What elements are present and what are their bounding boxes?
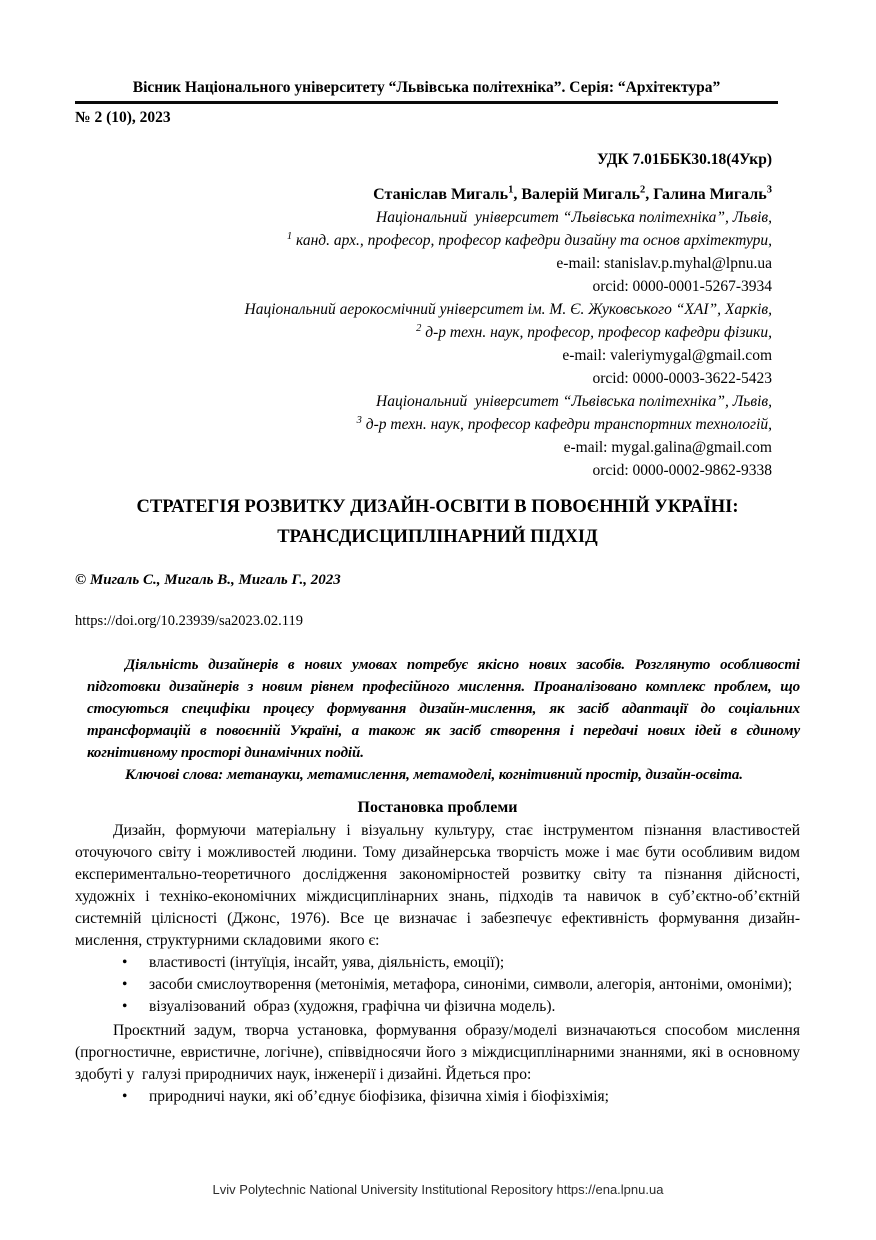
bullet-icon: • [122, 954, 128, 971]
affil-text: orcid: 0000-0002-9862-9338 [592, 462, 772, 479]
affil-text: Національний університет “Львівська політехніка”, Львів, [376, 393, 772, 410]
affil-sup: 1 [286, 230, 293, 242]
bullet-text: властивості (інтуїція, інсайт, уява, діяльність, емоції); [149, 954, 505, 971]
affil-text: orcid: 0000-0001-5267-3934 [592, 278, 772, 295]
author-3-sup: 3 [766, 184, 772, 196]
affiliation-line [75, 298, 772, 321]
body-paragraph-1: Дизайн, формуючи матеріальну і візуальну культуру, стає інструментом пізнання властивостей оточуючого світу і можливостей людини. Тому дизайнерська творчість може і має бути особливим видом експериментально-теоретичного дослідження закономірностей розвитку світу та пізнання дійсності, художніх і техніко-економічних міждисциплінарних знань, підходів та навичок в суб’єктно-об’єктній системній цілісності (Джонс, 1976). Все це визначає і забезпечує ефективність формування дизайн-мислення, структурними складовими якого є: [75, 822, 800, 949]
author-2-sep: , [645, 186, 654, 203]
affil-text: Національний аерокосмічний університет ім. М. Є. Жуковського “ХАІ”, Харків, [244, 301, 772, 318]
affil-sup: 2 [416, 322, 422, 334]
bullet-item [75, 996, 800, 1018]
author-name-3: Галина Мигаль [653, 186, 767, 203]
paper-title [75, 492, 800, 552]
author-2-sup: 2 [640, 184, 646, 196]
author-1-sep: , [513, 186, 522, 203]
paper-title-line-1: СТРАТЕГІЯ РОЗВИТКУ ДИЗАЙН-ОСВІТИ В ПОВОЄННІЙ УКРАЇНІ: [136, 497, 739, 517]
affil-text: orcid: 0000-0003-3622-5423 [592, 370, 772, 387]
abstract-text: Діяльність дизайнерів в нових умовах потребує якісно нових засобів. Розглянуто особливості підготовки дизайнерів з новим рівнем професійного мислення. Проаналізовано комплекс проблем, що стосуються специфіки процесу формування дизайн-мислення, як засіб адаптації до соціальних трансформацій в повоєнній Україні, а також як засіб створення і передачі нових ідей в єдиному когнітивному просторі динамічних подій. [87, 657, 800, 761]
bullet-item [75, 1086, 800, 1108]
affil-text: д-р техн. наук, професор кафедри транспортних технологій, [361, 416, 772, 433]
abstract-block [75, 654, 800, 786]
author-names-line [75, 183, 772, 206]
author-email [75, 252, 772, 275]
affiliation-line [75, 229, 772, 252]
author-email [75, 344, 772, 367]
keywords-label: Ключові слова: [125, 767, 224, 783]
author-orcid [75, 367, 772, 390]
body-paragraph-2: Проєктний задум, творча установка, формування образу/моделі визначаються способом мислення (прогностичне, евристичне, логічне), співвідносячи його з міждисциплінарними знаннями, які в основному здобуті у галузі природничих наук, інженерії і дизайні. Йдеться про: [75, 1022, 800, 1083]
affil-text: канд. арх., професор, професор кафедри дизайну та основ архітектури, [292, 232, 772, 249]
affil-text: e-mail: mygal.galina@gmail.com [563, 439, 772, 456]
repository-footer: Lviv Polytechnic National University Institutional Repository https://ena.lpnu.ua [212, 1182, 664, 1197]
author-1-sup: 1 [508, 184, 514, 196]
affil-sup: 3 [356, 414, 362, 426]
author-name-2: Валерій Мигаль [521, 186, 640, 203]
author-orcid [75, 275, 772, 298]
bullet-icon: • [122, 976, 128, 993]
issue-number: № 2 (10), 2023 [75, 109, 171, 126]
bullet-icon: • [122, 1088, 128, 1105]
author-email [75, 436, 772, 459]
author-name-1: Станіслав Мигаль [373, 186, 509, 203]
keywords-line [87, 764, 800, 786]
author-orcid [75, 459, 772, 482]
journal-header [75, 78, 778, 104]
copyright-line: © Мигаль С., Мигаль В., Мигаль Г., 2023 [75, 572, 341, 588]
bullet-text: природничі науки, які об’єднує біофізика, фізична хімія і біофізхімія; [149, 1088, 609, 1105]
affil-text: e-mail: valeriymygal@gmail.com [562, 347, 772, 364]
affil-text: д-р техн. наук, професор, професор кафедри фізики, [421, 324, 772, 341]
bullet-item [75, 952, 800, 974]
udk-code: УДК 7.01ББК30.18(4Укр) [596, 151, 772, 168]
bullet-text: засоби смислоутворення (метонімія, метафора, синоніми, символи, алегорія, антоніми, омоніми); [149, 976, 793, 993]
section-heading: Постановка проблеми [357, 799, 518, 816]
affiliation-line [75, 413, 772, 436]
doi-text: https://doi.org/10.23939/sa2023.02.119 [75, 613, 303, 629]
affil-text: e-mail: stanislav.p.myhal@lpnu.ua [556, 255, 772, 272]
affiliation-line [75, 321, 772, 344]
paper-title-line-2: ТРАНСДИСЦИПЛІНАРНИЙ ПІДХІД [277, 527, 598, 547]
affiliation-line [75, 390, 772, 413]
bullet-item [75, 974, 800, 996]
bullet-icon: • [122, 998, 128, 1015]
affiliation-line [75, 206, 772, 229]
authors-block [75, 183, 800, 482]
bullet-text: візуалізований образ (художня, графічна чи фізична модель). [149, 998, 556, 1015]
affil-text: Національний університет “Львівська політехніка”, Львів, [376, 209, 772, 226]
journal-title: Вісник Національного університету “Львівська політехніка”. Серія: “Архітектура” [132, 79, 721, 96]
keywords-text: метанауки, метамислення, метамоделі, когнітивний простір, дизайн-освіта. [223, 767, 743, 783]
